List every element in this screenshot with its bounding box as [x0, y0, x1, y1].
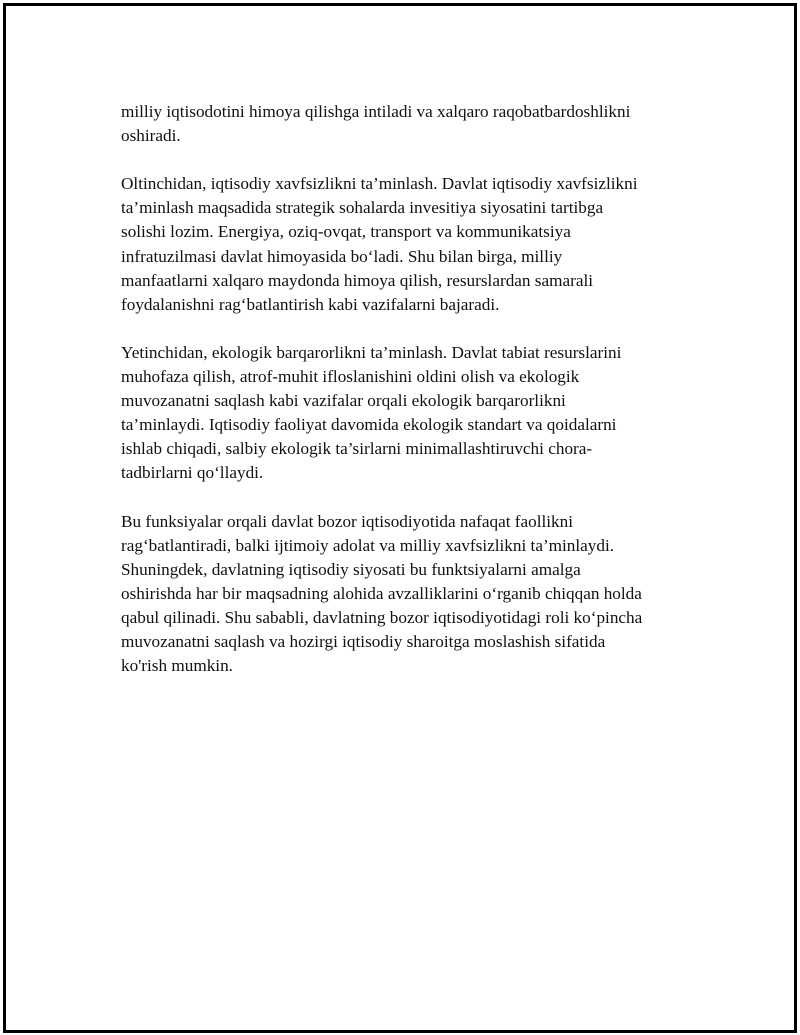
paragraph-4: Bu funksiyalar orqali davlat bozor iqtisodiyotida nafaqat faollikni rag‘batlantiradi, balki ijtimoiy adolat va milliy xavfsizlikni ta’minlaydi. Shuningdek, davlatning iqtisodiy siyosati bu funktsiyalarni amalga oshirishda har bir maqsadning alohida avzalliklarini o‘rganib chiqqan holda qabul qilinadi. Shu sababli, davlatning bozor iqtisodiyotidagi roli ko‘pincha muvozanatni saqlash va hozirgi iqtisodiy sharoitga moslashish sifatida ko'rish mumkin.	[121, 511, 643, 676]
paragraph-2: Oltinchidan, iqtisodiy xavfsizlikni ta’minlash. Davlat iqtisodiy xavfsizlikni ta’minlash maqsadida strategik sohalarda invesitiya siyosatini tartibga solishi lozim. Energiya, oziq-ovqat, transport va kommunikatsiya infratuzilmasi davlat himoyasida bo‘ladi. Shu bilan birga, milliy manfaatlarni xalqaro maydonda himoya qilish, resurslardan samarali foydalanishni rag‘batlantirish kabi vazifalarni bajaradi.	[121, 174, 638, 314]
paragraph-3: Yetinchidan, ekologik barqarorlikni ta’minlash. Davlat tabiat resurslarini muhofaza qilish, atrof-muhit ifloslanishini oldini olish va ekologik muvozanatni saqlash kabi vazifalar orqali ekologik barqarorlikni ta’minlaydi. Iqtisodiy faoliyat davomida ekologik standart va qoidalarni ishlab chiqadi, salbiy ekologik ta’sirlarni minimallashtiruvchi chora- tadbirlarni qo‘llaydi.	[121, 342, 622, 483]
page-frame	[3, 3, 797, 1033]
paragraph-1: milliy iqtisodotini himoya qilishga intiladi va xalqaro raqobatbardoshlikni oshiradi.	[121, 102, 631, 146]
page-body	[121, 100, 691, 702]
